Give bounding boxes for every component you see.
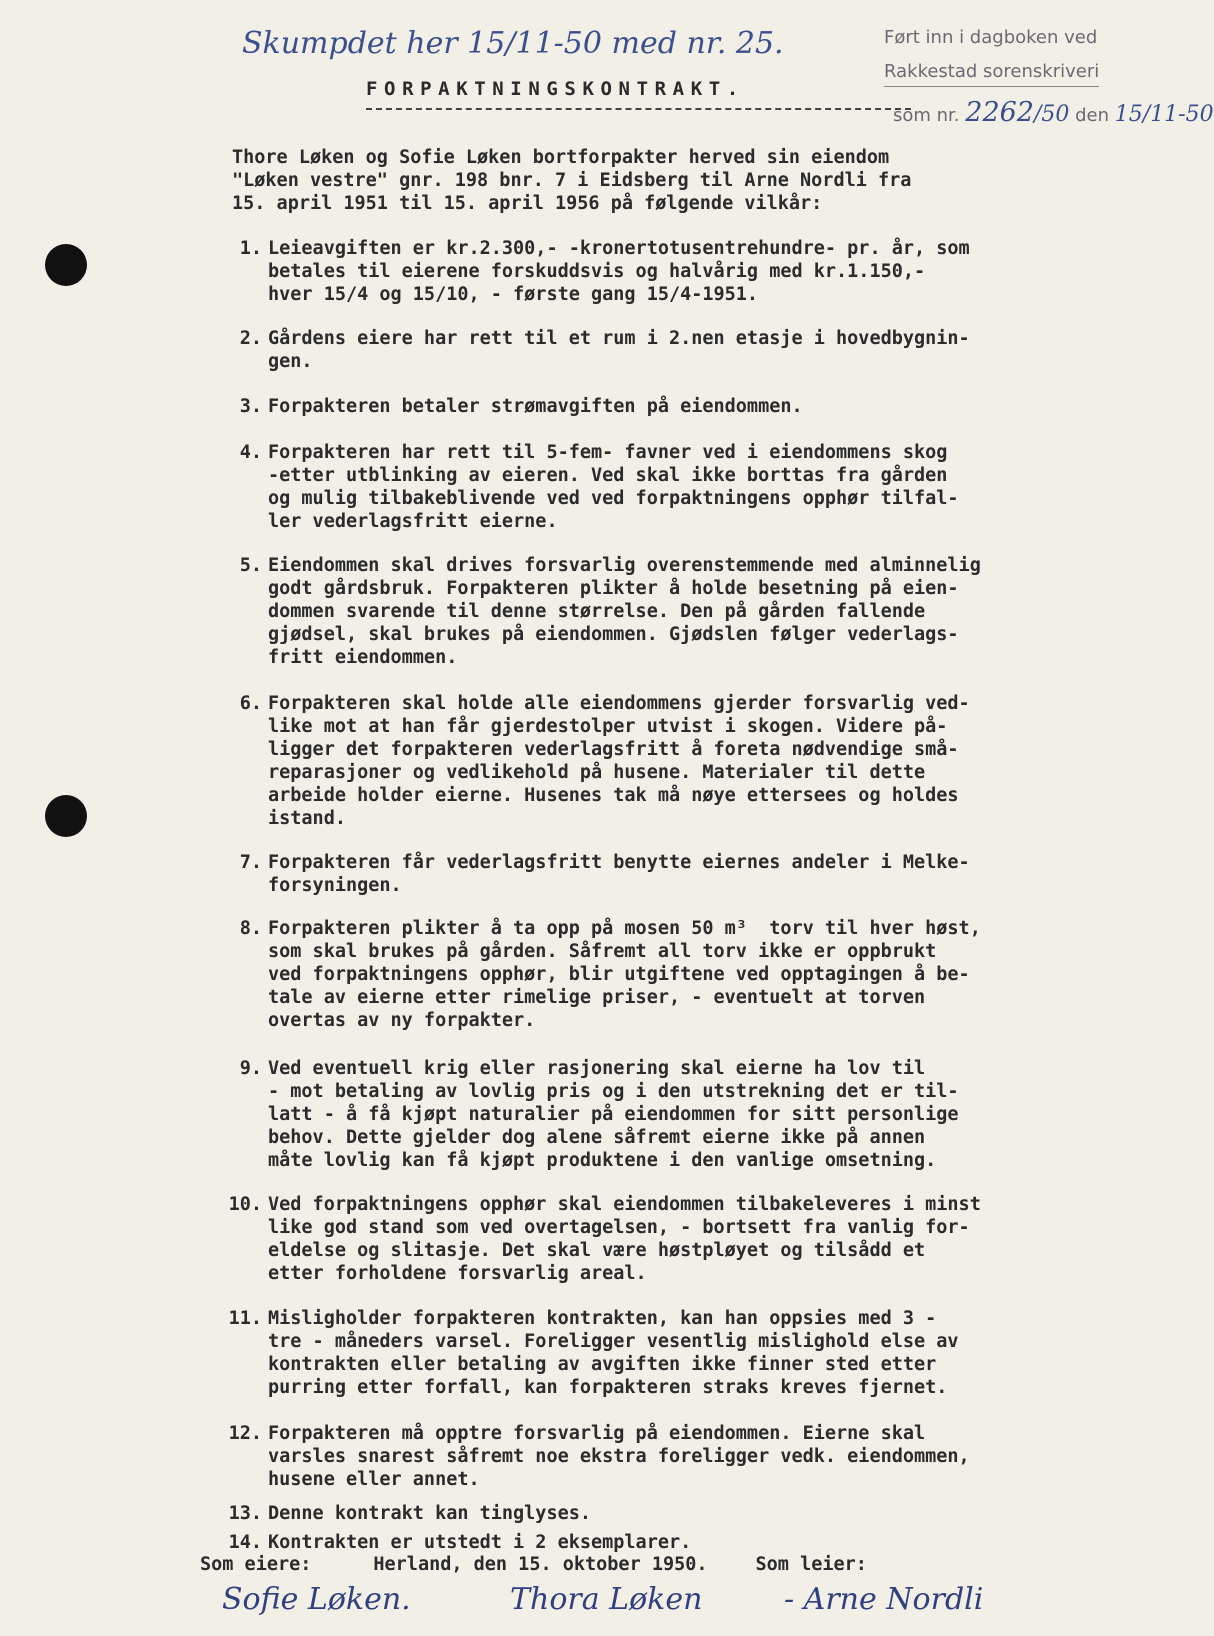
signature-arne-nordli: - Arne Nordli	[784, 1582, 984, 1617]
signature-thora-loken: Thora Løken	[510, 1582, 703, 1617]
som-leier-label: Som leier:	[755, 1554, 867, 1575]
clause-text: Forpakteren betaler strømavgiften på eiendommen.	[268, 396, 803, 417]
clause-number: 11.	[228, 1308, 262, 1329]
clause-number: 7.	[239, 852, 262, 873]
stamp-den: den	[1075, 105, 1110, 126]
clause-number: 1.	[239, 238, 262, 259]
som-eiere-label: Som eiere:	[200, 1554, 312, 1575]
binder-hole-top	[45, 244, 87, 286]
clause-text: Ved forpaktningens opphør skal eiendommen tilbakeleveres i minst like god stand som ved overtagelsen, - bortsett fra vanlig for- eldelse og slitasje. Det skal være høstpløyet og tilsådd et etter forholdene forsvarlig areal.	[268, 1194, 981, 1284]
clause-text: Eiendommen skal drives forsvarlig overenstemmende med alminnelig godt gårdsbruk. Forpakteren plikter å holde besetning på eien- dommen svarende til denne størrelse. Den på gården fallende gjødsel, skal brukes på eiendommen. Gjødslen følger vederlags- fritt eiendommen.	[268, 555, 981, 668]
registry-stamp-line1: Ført inn i dagboken ved	[884, 27, 1098, 48]
registry-stamp-line3	[893, 99, 1214, 130]
clause-number: 3.	[239, 396, 262, 417]
clause-number: 13.	[228, 1503, 262, 1524]
clause-text: Kontrakten er utstedt i 2 eksemplarer.	[268, 1532, 692, 1553]
clause-number: 4.	[239, 442, 262, 463]
clause-number: 8.	[239, 918, 262, 939]
document-title: FORPAKTNINGSKONTRAKT.	[366, 78, 745, 100]
signature-line	[200, 1553, 1100, 1576]
clause-number: 6.	[239, 693, 262, 714]
title-underline	[366, 108, 911, 110]
entry-number: 2262	[965, 97, 1034, 128]
clause-number: 14.	[228, 1532, 262, 1553]
handwritten-top-note: Skumpdet her 15/11-50 med nr. 25.	[242, 26, 784, 61]
clause-text: Gårdens eiere har rett til et rum i 2.nen etasje i hovedbygnin- gen.	[268, 328, 970, 372]
clause-number: 5.	[239, 555, 262, 576]
signature-sofie-loken: Sofie Løken.	[222, 1582, 411, 1617]
clause-text: Forpakteren må opptre forsvarlig på eiendommen. Eierne skal varsles snarest såfremt noe ekstra foreligger vedk. eiendommen, husene eller annet.	[268, 1423, 970, 1490]
clause-text: Forpakteren plikter å ta opp på mosen 50 m³ torv til hver høst, som skal brukes på gården. Såfremt all torv ikke er oppbrukt ved forpaktningens opphør, blir utgiftene ved opptagingen å be- tale av eierne etter rimelige priser, - eventuelt at torven overtas av ny forpakter.	[268, 918, 981, 1031]
clause-text: Denne kontrakt kan tinglyses.	[268, 1503, 592, 1524]
clause-text: Misligholder forpakteren kontrakten, kan han oppsies med 3 - tre - måneders varsel. Foreligger vesentlig mislighold else av kontrakten eller betaling av avgiften ikke finner sted etter purring etter forfall, kan forpakteren straks kreves fjernet.	[268, 1308, 959, 1398]
stamp-som-nr: som nr.	[893, 105, 960, 126]
clause-text: Leieavgiften er kr.2.300,- -kronertotusentrehundre- pr. år, som betales til eierene forskuddsvis og halvårig med kr.1.150,- hver 15/4 og 15/10, - første gang 15/4-1951.	[268, 238, 970, 305]
clause-number: 12.	[228, 1423, 262, 1444]
entry-suffix: /50	[1033, 102, 1070, 127]
binder-hole-middle	[45, 795, 87, 837]
intro-paragraph: Thore Løken og Sofie Løken bortforpakter herved sin eiendom "Løken vestre" gnr. 198 bnr. 7 i Eidsberg til Arne Nordli fra 15. april 1951 til 15. april 1956 på følgende vilkår:	[232, 147, 912, 214]
clause-number: 10.	[228, 1194, 262, 1215]
clause-text: Forpakteren har rett til 5-fem- favner ved i eiendommens skog -etter utblinking av eieren. Ved skal ikke borttas fra gården og mulig tilbakeblivende ved ved forpaktningens opphør tilfal- ler vederlagsfritt eierne.	[268, 442, 959, 532]
entry-date: 15/11-50	[1114, 102, 1214, 127]
clause-text: Forpakteren får vederlagsfritt benytte eiernes andeler i Melke- forsyningen.	[268, 852, 970, 896]
clause-text: Ved eventuell krig eller rasjonering skal eierne ha lov til - mot betaling av lovlig pris og i den utstrekning det er til- latt - å få kjøpt naturalier på eiendommen for sitt personlige behov. Dette gjelder dog alene såfremt eierne ikke på annen måte lovlig kan få kjøpt produktene i den vanlige omsetning.	[268, 1058, 959, 1171]
clause-number: 2.	[239, 328, 262, 349]
clause-text: Forpakteren skal holde alle eiendommens gjerder forsvarlig ved- like mot at han får gjerdestolper utvist i skogen. Videre på- ligger det forpakteren vederlagsfritt å foreta nødvendige små- reparasjoner og vedlikehold på husene. Materialer til dette arbeide holder eierne. Husenes tak må nøye ettersees og holdes istand.	[268, 693, 970, 829]
place-date: Herland, den 15. oktober 1950.	[373, 1554, 708, 1575]
clause-number: 9.	[239, 1058, 262, 1079]
registry-stamp-line2: Rakkestad sorenskriveri	[884, 58, 1099, 87]
